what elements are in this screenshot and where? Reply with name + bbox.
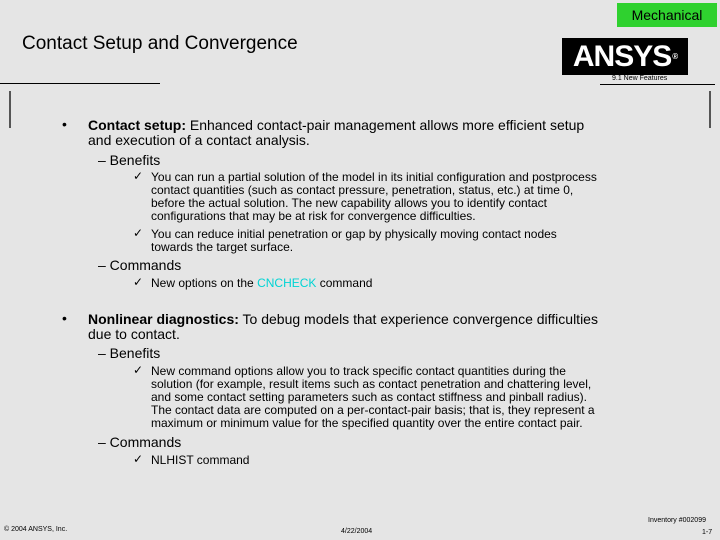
check-icon: ✓ [133,169,144,183]
bullet-marker: • [62,310,67,326]
text-line: before the actual solution. The new capability allows you to identify contact [151,196,548,210]
category-tag: Mechanical [617,3,717,27]
section1-command [151,277,372,290]
text-line: contact quantities (such as contact pressure, penetration, status, etc.) at time 0, [151,183,574,197]
section1-intro [88,118,698,132]
text-line: towards the target surface. [151,240,294,254]
section2-heading: Nonlinear diagnostics: [88,311,239,327]
check-icon: ✓ [133,363,144,377]
page-title: Contact Setup and Convergence [22,33,298,54]
section2-commands-label: – Commands [98,434,182,450]
logo-underline [600,84,715,85]
text-line: New command options allow you to track specific contact quantities during the [151,364,566,378]
copyright: © 2004 ANSYS, Inc. [4,526,68,533]
section1-benefits-label: – Benefits [98,152,161,168]
text-line: solution (for example, result items such as contact penetration and chattering level, [151,377,592,391]
section1-intro-text: Enhanced contact-pair management allows more efficient setup [186,117,585,133]
left-rule [9,91,11,128]
section2-intro2: due to contact. [88,326,180,342]
title-underline [0,83,160,84]
check-icon: ✓ [133,275,144,289]
text-line: maximum or minimum value for the specified quantity over the entire contact pair. [151,416,583,430]
logo-text: ANSYS [572,40,672,73]
section1-benefit1 [151,171,597,223]
page-number: 1-7 [702,529,713,536]
section2-benefits-label: – Benefits [98,345,161,361]
right-rule [709,91,711,128]
text-line: You can reduce initial penetration or gap by physically moving contact nodes [151,227,557,241]
text-line: and some contact setting parameters such as contact stiffness and pinball radius). [151,390,588,404]
logo-mark: ® [672,52,678,61]
section1-heading: Contact setup: [88,117,186,133]
section-subtitle: 9.1 New Features [612,75,668,82]
section1-intro2: and execution of a contact analysis. [88,132,310,148]
ansys-logo [562,38,688,75]
bullet-marker: • [62,116,67,132]
section1-benefit2 [151,228,557,254]
section2-intro-text: To debug models that experience convergence difficulties [238,311,598,327]
inventory-number: Inventory #002099 [648,517,706,524]
footer-date: 4/22/2004 [341,528,373,535]
text-line: You can run a partial solution of the model in its initial configuration and postprocess [151,170,597,184]
check-icon: ✓ [133,226,144,240]
text-line: The contact data are computed on a per-contact-pair basis; that is, they represent a [151,403,595,417]
section2-command: NLHIST command [151,453,250,467]
cncheck-link[interactable]: CNCHECK [257,276,317,290]
check-icon: ✓ [133,452,144,466]
section2-intro [88,312,708,326]
command-text: command [316,276,373,290]
text-line: configurations that may be at risk for convergence difficulties. [151,209,476,223]
section1-commands-label: – Commands [98,257,182,273]
section2-benefit1 [151,365,595,430]
command-text: New options on the [151,276,258,290]
